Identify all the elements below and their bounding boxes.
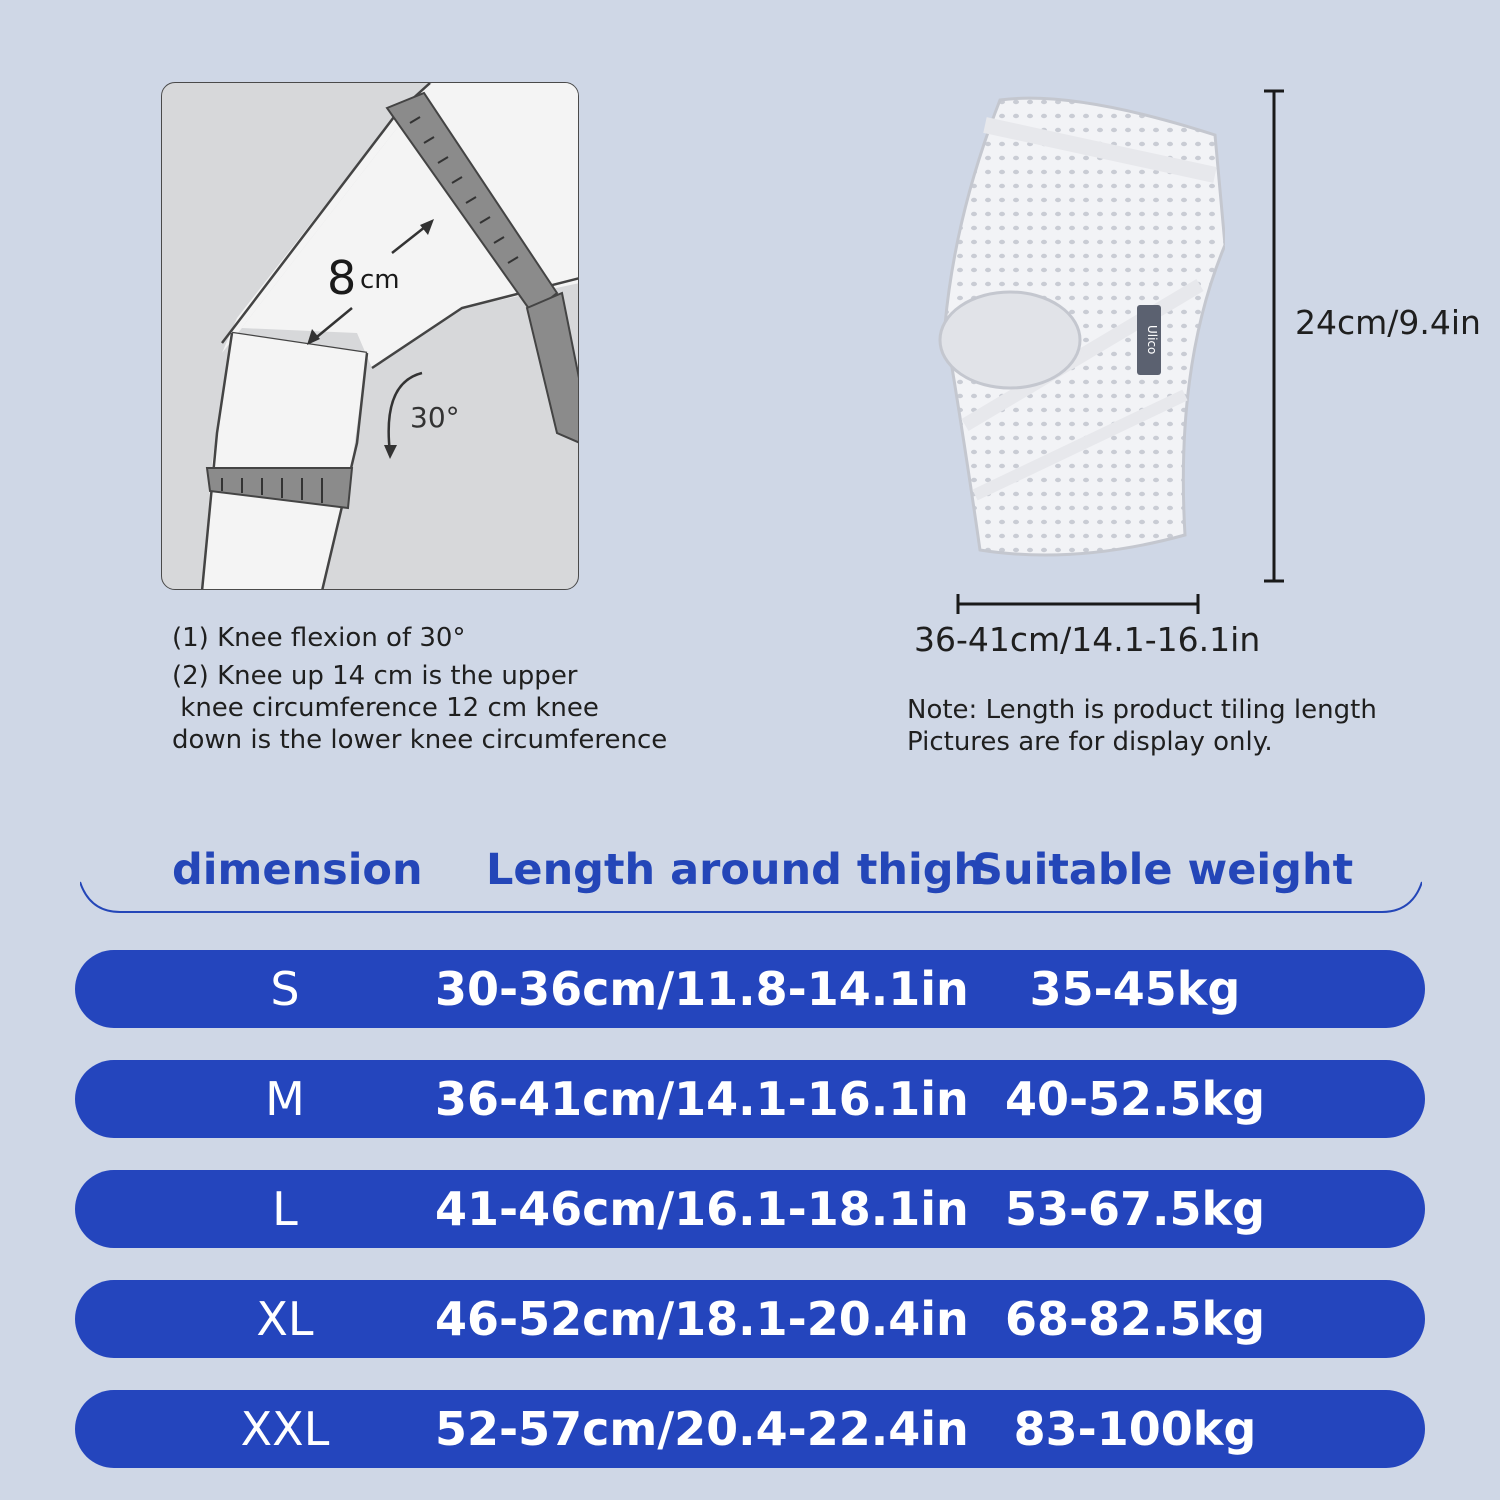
- table-row: [75, 950, 1425, 1028]
- table-row: [75, 1390, 1425, 1468]
- height-dimension-line: [1262, 88, 1286, 584]
- width-dimension-line: [955, 592, 1203, 616]
- product-note-2: Pictures are for display only.: [907, 727, 1273, 757]
- table-row: [75, 1280, 1425, 1358]
- length-cell: 46-52cm/18.1-20.4in: [435, 1292, 969, 1346]
- size-cell: XXL: [240, 1402, 330, 1456]
- width-label: 36-41cm/14.1-16.1in: [914, 620, 1261, 659]
- table-row: [75, 1170, 1425, 1248]
- knee-measurement-illustration: [161, 82, 579, 590]
- length-cell: 30-36cm/11.8-14.1in: [435, 962, 969, 1016]
- length-cell: 52-57cm/20.4-22.4in: [435, 1402, 969, 1456]
- size-cell: S: [270, 962, 300, 1016]
- table-row: [75, 1060, 1425, 1138]
- length-cell: 41-46cm/16.1-18.1in: [435, 1182, 969, 1236]
- header-length: Length around thigh: [486, 845, 985, 895]
- size-cell: L: [272, 1182, 298, 1236]
- knee-brace-product-image: [925, 95, 1225, 575]
- product-note-1: Note: Length is product tiling length: [907, 695, 1377, 725]
- measure-note-3: knee circumference 12 cm knee: [172, 693, 599, 723]
- size-cell: M: [265, 1072, 305, 1126]
- weight-cell: 68-82.5kg: [1004, 1292, 1266, 1346]
- distance-label-unit: cm: [360, 265, 400, 295]
- size-cell: XL: [256, 1292, 314, 1346]
- weight-cell: 53-67.5kg: [1004, 1182, 1266, 1236]
- measure-note-4: down is the lower knee circumference: [172, 725, 668, 755]
- header-dimension: dimension: [172, 845, 423, 895]
- distance-label-number: 8: [327, 251, 357, 305]
- header-underline: [80, 860, 1422, 920]
- brand-tag: Ulico: [1145, 325, 1159, 355]
- weight-cell: 83-100kg: [1013, 1402, 1257, 1456]
- measure-note-1: (1) Knee flexion of 30°: [172, 623, 466, 653]
- weight-cell: 35-45kg: [1029, 962, 1241, 1016]
- length-cell: 36-41cm/14.1-16.1in: [435, 1072, 969, 1126]
- angle-label: 30°: [410, 401, 460, 434]
- header-weight: Suitable weight: [972, 845, 1354, 895]
- weight-cell: 40-52.5kg: [1004, 1072, 1266, 1126]
- height-label: 24cm/9.4in: [1295, 303, 1481, 342]
- measure-note-2: (2) Knee up 14 cm is the upper: [172, 661, 578, 691]
